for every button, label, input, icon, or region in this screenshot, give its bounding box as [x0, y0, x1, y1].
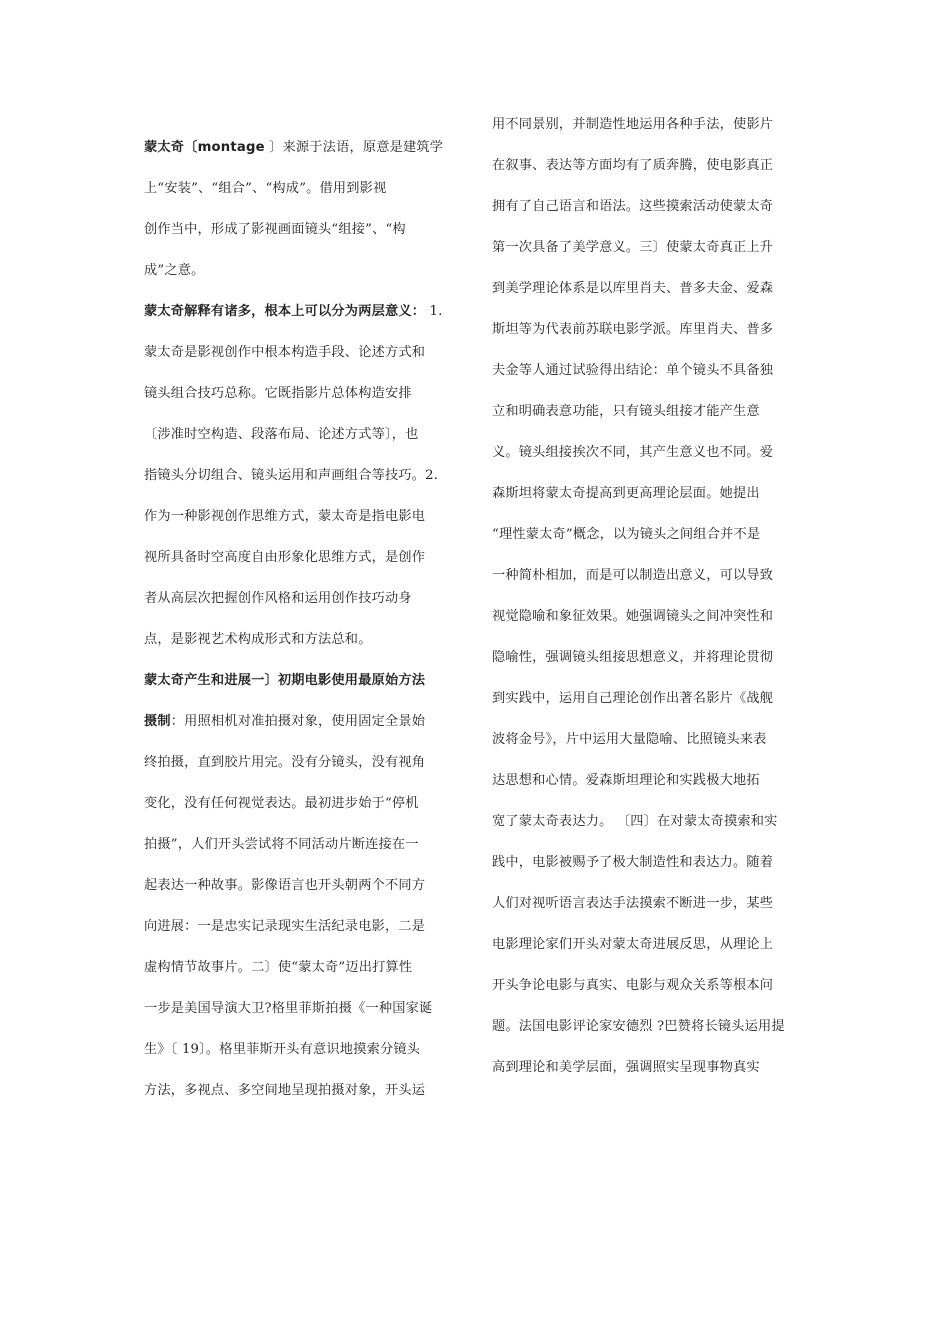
- text-line: 生》〔 19〕。格里菲斯开头有意识地摸索分镜头: [144, 1042, 421, 1057]
- text-line: 〔涉准时空构造、段落布局、论述方式等〕，也: [144, 427, 419, 442]
- text-line: 高到理论和美学层面，强调照实呈现事物真实: [492, 1060, 760, 1075]
- text-line: 到美学理论体系是以库里肖夫、普多夫金、爱森: [492, 281, 774, 296]
- text-line: 拍摄”，人们开头尝试将不同活动片断连接在一: [144, 837, 419, 852]
- text-line: [144, 302, 443, 322]
- text-line: 立和明确表意功能，只有镜头组接才能产生意: [492, 404, 760, 419]
- text-run: ：用照相机对准拍摄对象，使用固定全景始: [170, 714, 426, 729]
- text-line: 拥有了自己语言和语法。这些摸索活动使蒙太奇: [492, 199, 774, 214]
- text-line: 创作当中，形成了影视画面镜头“组接”、“构: [144, 222, 406, 237]
- text-run: 1.: [425, 304, 443, 319]
- text-line: 人们对视听语言表达手法摸索不断进一步，某些: [492, 896, 774, 911]
- text-line: 斯坦等为代表前苏联电影学派。库里肖夫、普多: [492, 322, 774, 337]
- text-line: 到实践中，运用自己理论创作出著名影片《战舰: [492, 691, 774, 706]
- text-line: 镜头组合技巧总称。它既指影片总体构造安排: [144, 386, 412, 401]
- text-line: 点，是影视艺术构成形式和方法总和。: [144, 632, 372, 647]
- text-line: 变化，没有任何视觉表达。最初进步始于“停机: [144, 796, 419, 811]
- text-line: 成”之意。: [144, 263, 205, 278]
- text-line: 隐喻性，强调镜头组接思想意义，并将理论贯彻: [492, 650, 774, 665]
- text-line: 方法，多视点、多空间地呈现拍摄对象，开头运: [144, 1083, 426, 1098]
- text-line: 践中，电影被赐予了极大制造性和表达力。随着: [492, 855, 774, 870]
- text-line: 第一次具备了美学意义。三〕使蒙太奇真正上升: [492, 240, 774, 255]
- text-line: 达思想和心情。爱森斯坦理论和实践极大地拓: [492, 773, 760, 788]
- text-line: 指镜头分切组合、镜头运用和声画组合等技巧。2.: [144, 468, 439, 483]
- text-line: 终拍摄，直到胶片用完。没有分镜头，没有视角: [144, 755, 426, 770]
- text-line: [144, 138, 443, 158]
- text-line: 蒙太奇是影视创作中根本构造手段、论述方式和: [144, 345, 426, 360]
- section-heading: 蒙太奇产生和进展一〕初期电影使用最原始方法: [144, 673, 426, 688]
- term-heading: 蒙太奇〔: [144, 140, 198, 155]
- text-line: 义。镜头组接挨次不同，其产生意义也不同。爱: [492, 445, 774, 460]
- text-line: 开头争论电影与真实、电影与观众关系等根本问: [492, 978, 774, 993]
- text-line: [144, 712, 425, 732]
- text-line: 用不同景别，并制造性地运用各种手法，使影片: [492, 117, 774, 132]
- text-line: 者从高层次把握创作风格和运用创作技巧动身: [144, 591, 412, 606]
- text-line: 向进展：一是忠实记录现实生活纪录电影，二是: [144, 919, 426, 934]
- text-line: 森斯坦将蒙太奇提高到更高理论层面。她提出: [492, 486, 760, 501]
- text-line: “理性蒙太奇”概念，以为镜头之间组合并不是: [492, 527, 761, 542]
- text-line: 电影理论家们开头对蒙太奇进展反思，从理论上: [492, 937, 774, 952]
- text-line: 波将金号》，片中运用大量隐喻、比照镜头来表: [492, 732, 767, 747]
- text-run: 〕来源于法语，原意是建筑学: [264, 140, 444, 155]
- text-line: 夫金等人通过试验得出结论：单个镜头不具备独: [492, 363, 774, 378]
- text-line: 一步是美国导演大卫?格里菲斯拍摄《一种国家诞: [144, 1001, 433, 1016]
- text-line: 视觉隐喻和象征效果。她强调镜头之间冲突性和: [492, 609, 774, 624]
- text-line: 上“安装”、“组合”、“构成”。借用到影视: [144, 181, 387, 196]
- term-latin: montage: [197, 140, 265, 155]
- text-line: 虚构情节故事片。二〕使“蒙太奇”迈出打算性: [144, 960, 413, 975]
- section-heading: 摄制: [144, 714, 171, 729]
- text-line: 一种简朴相加，而是可以制造出意义，可以导致: [492, 568, 774, 583]
- text-line: 题。法国电影评论家安德烈 ?巴赞将长镜头运用提: [492, 1019, 785, 1034]
- text-line: 在叙事、表达等方面均有了质奔腾，使电影真正: [492, 158, 774, 173]
- text-line: 宽了蒙太奇表达力。 〔四〕在对蒙太奇摸索和实: [492, 814, 778, 829]
- text-line: 起表达一种故事。影像语言也开头朝两个不同方: [144, 878, 426, 893]
- text-line: 作为一种影视创作思维方式，蒙太奇是指电影电: [144, 509, 426, 524]
- section-heading: 蒙太奇解释有诸多，根本上可以分为两层意义：: [144, 304, 426, 319]
- text-line: 视所具备时空高度自由形象化思维方式，是创作: [144, 550, 426, 565]
